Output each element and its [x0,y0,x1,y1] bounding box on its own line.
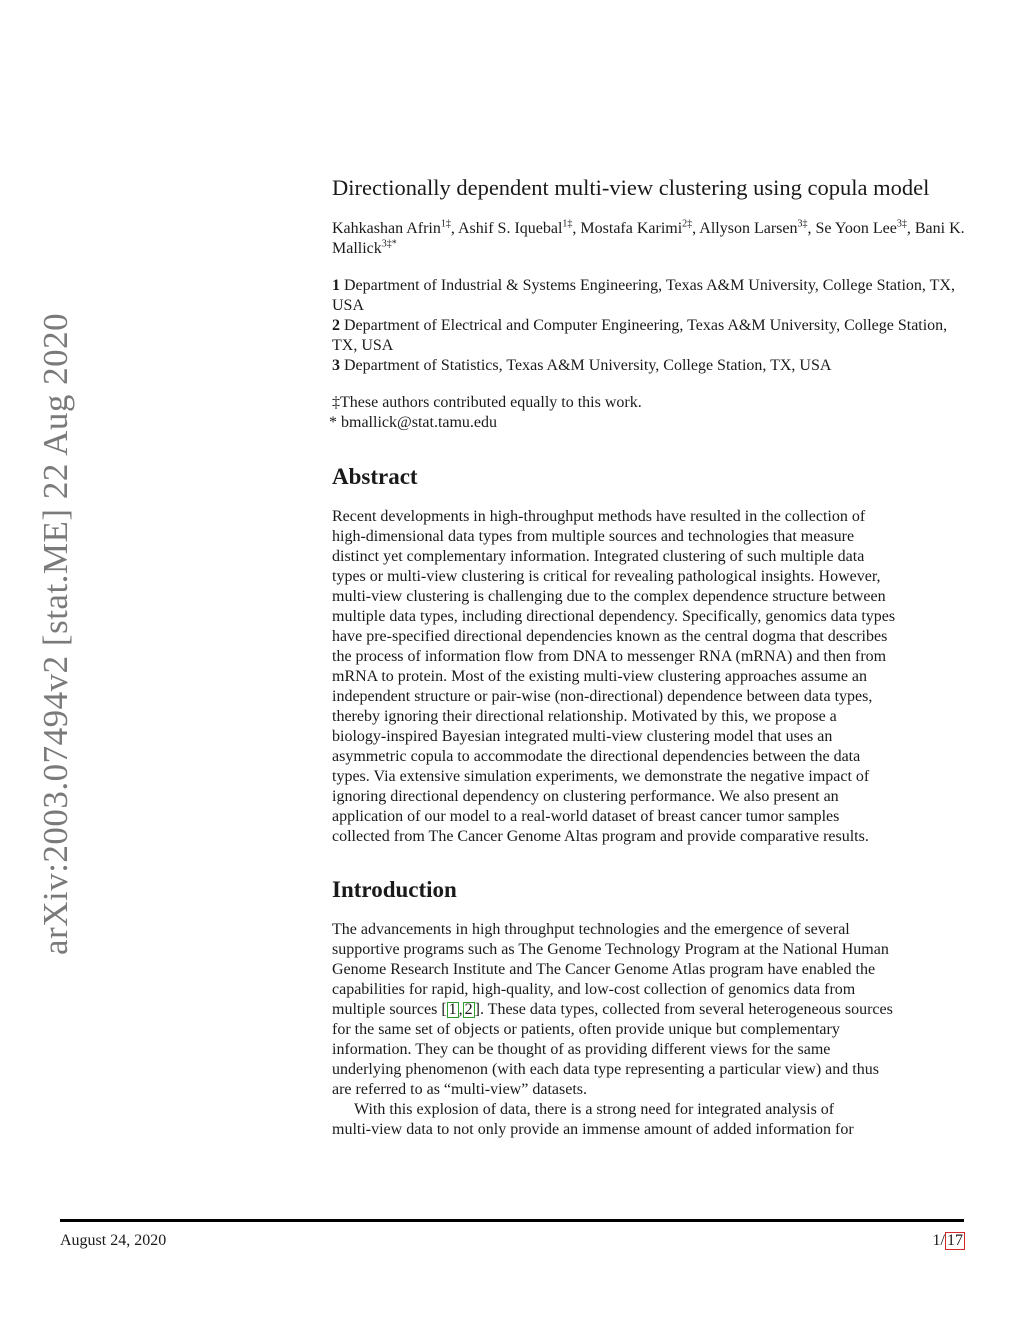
text-line: the process of information flow from DNA to messenger RNA (mRNA) and then from [332,648,887,665]
text-line: multi-view data to not only provide an immense amount of added information for [332,1121,854,1138]
text-line: collected from The Cancer Genome Altas program and provide comparative results. [332,828,869,845]
author-name: Mostafa Karimi [580,220,683,237]
text-line: information. They can be thought of as providing different views for the same [332,1041,831,1058]
citation-link-1[interactable]: 1 [448,1001,457,1018]
abstract-text [332,507,972,847]
author-affiliation-mark: 1‡ [562,218,573,230]
text-line: The advancements in high throughput technologies and the emergence of several [332,921,850,938]
text-line: ignoring directional dependency on clustering performance. We also present an [332,788,839,805]
page-current: 1/ [932,1232,945,1249]
text-line: thereby ignoring their directional relationship. Motivated by this, we propose a [332,708,837,725]
text-line: high-dimensional data types from multiple sources and technologies that measure [332,528,855,545]
arxiv-identifier: arXiv:2003.07494v2 [stat.ME] 22 Aug 2020 [36,312,75,955]
author-notes [329,393,972,433]
text-line: asymmetric copula to accommodate the directional dependencies between the data [332,748,861,765]
text-line-with-citation [332,1000,972,1020]
affiliation-text: Department of Industrial & Systems Engineering, Texas A&M University, College Station, TX, USA [332,277,955,314]
text-fragment: ]. These data types, collected from several heterogeneous sources [474,1001,893,1018]
introduction-heading: Introduction [332,877,457,902]
author [332,220,451,237]
text-line: capabilities for rapid, high-quality, and low-cost collection of genomics data from [332,981,856,998]
author [816,220,907,237]
author [580,220,692,237]
affiliation-list [332,276,972,376]
corresponding-email: * bmallick@stat.tamu.edu [329,414,498,431]
affiliation [332,316,972,356]
affiliation-number: 1 [332,277,340,294]
text-line: With this explosion of data, there is a strong need for integrated analysis of [354,1101,835,1118]
text-line: Recent developments in high-throughput methods have resulted in the collection of [332,508,866,525]
author-name: Bani K. Mallick [332,220,965,257]
text-line: for the same set of objects or patients, often provide unique but complementary [332,1021,840,1038]
author-affiliation-mark: 2‡ [682,218,693,230]
author-name: Kahkashan Afrin [332,220,441,237]
introduction-paragraph-1 [332,920,972,1100]
author [699,220,807,237]
text-fragment: multiple sources [ [332,1001,447,1018]
text-line: mRNA to protein. Most of the existing multi-view clustering approaches assume an [332,668,868,685]
paper-title: Directionally dependent multi-view clustering using copula model [332,175,930,200]
affiliation-text: Department of Statistics, Texas A&M University, College Station, TX, USA [344,357,832,374]
text-line: biology-inspired Bayesian integrated multi-view clustering model that uses an [332,728,833,745]
equal-contribution-note: ‡These authors contributed equally to this work. [332,394,642,411]
text-line: types or multi-view clustering is critical for revealing pathological insights. However, [332,568,881,585]
text-line: have pre-specified directional dependencies known as the central dogma that describes [332,628,888,645]
text-line: underlying phenomenon (with each data type representing a particular view) and thus [332,1061,879,1078]
author-affiliation-mark: 3‡ [896,218,907,230]
author-affiliation-mark: 3‡ [797,218,808,230]
affiliation-text: Department of Electrical and Computer Engineering, Texas A&M University, College Station, TX, USA [332,317,948,354]
author-affiliation-mark: 1‡ [440,218,451,230]
page-number [933,1232,965,1250]
text-line: Genome Research Institute and The Cancer Genome Atlas program have enabled the [332,961,876,978]
affiliation-number: 3 [332,357,340,374]
introduction-paragraph-2 [332,1100,972,1140]
footer-rule [60,1219,964,1222]
author [458,220,572,237]
paper-body [329,175,972,1140]
footer-date: August 24, 2020 [60,1232,167,1249]
text-line: multiple data types, including directional dependency. Specifically, genomics data types [332,608,896,625]
author-name: Se Yoon Lee [815,220,897,237]
author-name: Allyson Larsen [699,220,798,237]
affiliation-number: 2 [332,317,340,334]
text-line: independent structure or pair-wise (non-directional) dependence between data types, [332,688,873,705]
text-line: multi-view clustering is challenging due to the complex dependence structure between [332,588,886,605]
citation-separator: , [458,1001,463,1018]
text-line: supportive programs such as The Genome Technology Program at the National Human [332,941,889,958]
affiliation [332,356,972,376]
text-line: distinct yet complementary information. Integrated clustering of such multiple data [332,548,865,565]
total-pages-link[interactable]: 17 [947,1232,963,1249]
text-line: application of our model to a real-world dataset of breast cancer tumor samples [332,808,840,825]
text-line: are referred to as “multi-view” datasets. [332,1081,587,1098]
text-line: types. Via extensive simulation experiments, we demonstrate the negative impact of [332,768,870,785]
author-name: Ashif S. Iquebal [457,220,563,237]
author-list: Kahkashan Afrin$^{1\ddagger}$, Ashif S. Iquebal$^{1\ddagger}$, Mostafa Karimi$^{2\ddagger}$, Allyson Larsen$^{3\ddagger}$, Se Yoon Lee$^{3\ddagger}$, Bani K. Mallick$^{3\ddagger*}$ [332,218,965,257]
abstract-heading: Abstract [332,464,418,489]
citation-link-2[interactable]: 2 [464,1001,473,1018]
affiliation [332,276,972,316]
author-affiliation-mark: 3‡* [381,238,397,250]
